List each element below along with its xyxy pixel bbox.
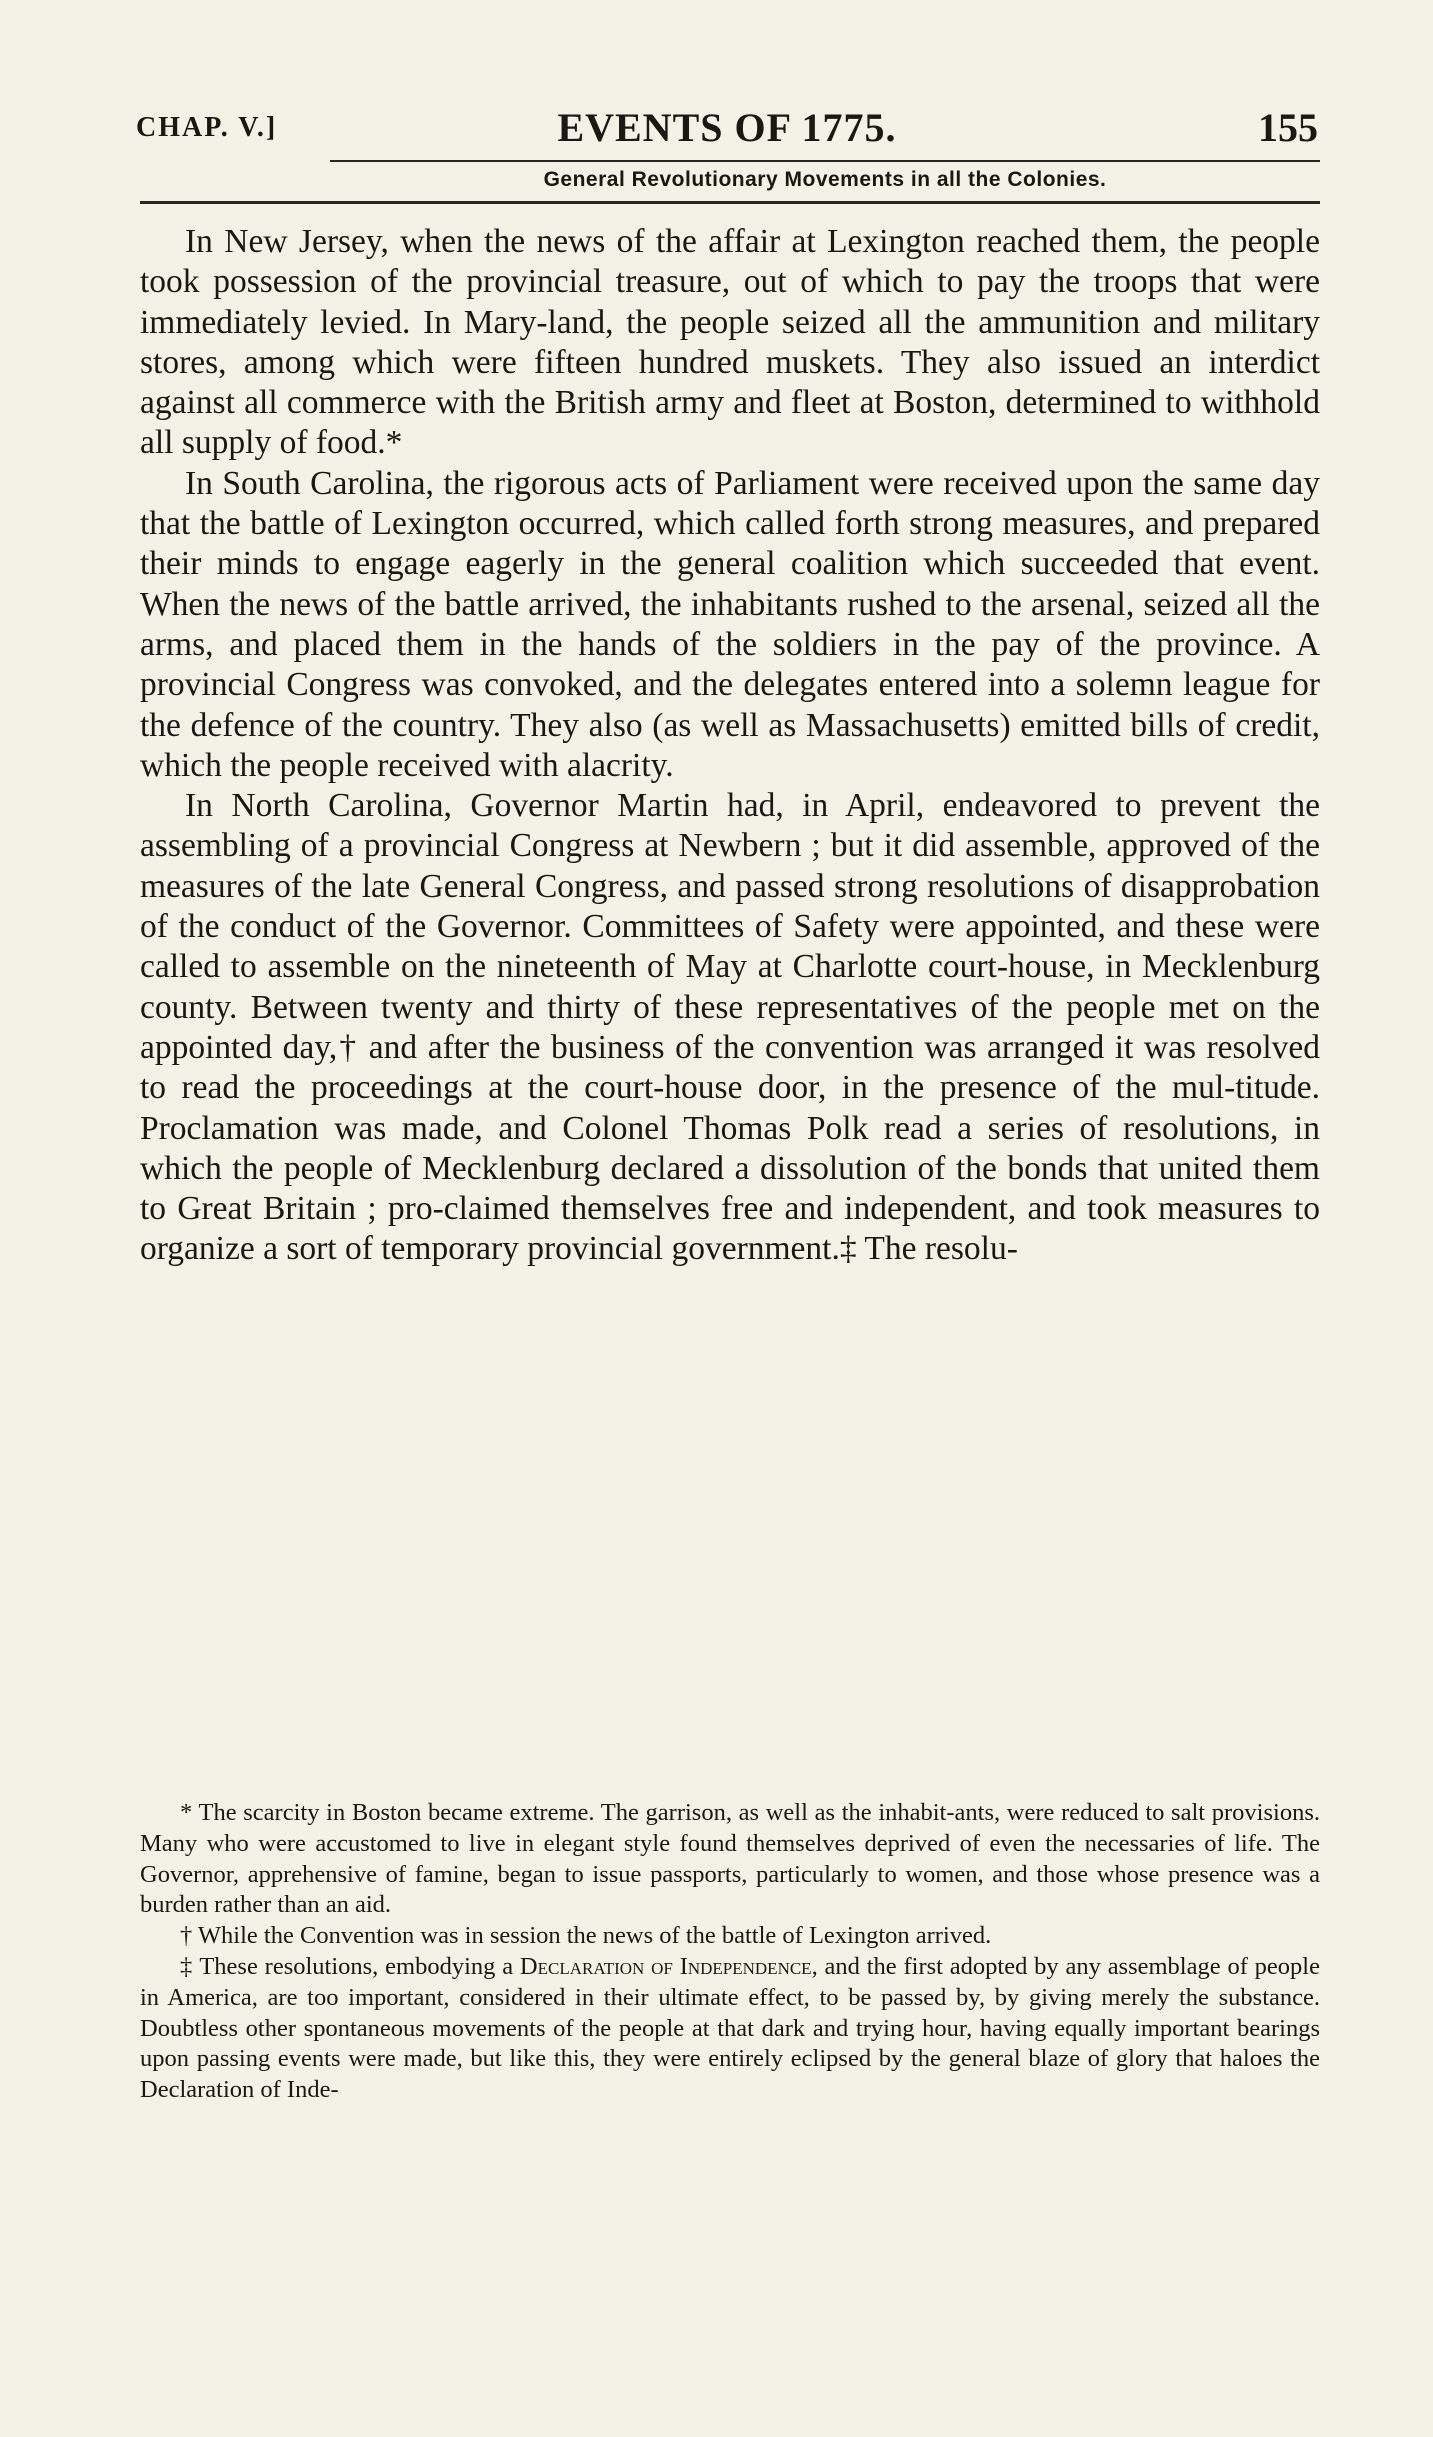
footnote-text-continued: , and the first adopted by any assemblage of people in America, are too important, considered in their ultimate effect, to be passed by, by giving merely the substance. Doubtless other spontaneous movements of the people at that dark and trying hour, having equally important bearings upon passing events were made, but like this, they were entirely eclipsed by the general blaze of glory that haloes the Declaration of Inde- bbox=[140, 1952, 1320, 2104]
footnote-text: ‡ These resolutions, embodying a bbox=[180, 1952, 520, 1980]
header-rule-top bbox=[330, 160, 1320, 162]
running-head bbox=[136, 102, 1318, 154]
declaration-small-caps: Declaration of Independence bbox=[519, 1952, 812, 1980]
paragraph-north-carolina: In North Carolina, Governor Martin had, in April, endeavored to prevent the assembling of a provincial Congress at Newbern ; but it did assemble, approved of the measures of the late General Congress, and passed strong resolutions of disapprobation of the conduct of the Governor. Committees of Safety were appointed, and these were called to assemble on the nineteenth of May at Charlotte court-house, in Mecklenburg county. Between twenty and thirty of these representatives of the people met on the appointed day,† and after the business of the convention was arranged it was resolved to read the proceedings at the court-house door, in the presence of the mul-titude. Proclamation was made, and Colonel Thomas Polk read a series of resolutions, in which the people of Mecklenburg declared a dissolution of the bonds that united them to Great Britain ; pro-claimed themselves free and independent, and took measures to organize a sort of temporary provincial government.‡ The resolu- bbox=[140, 787, 1320, 1268]
paragraph-south-carolina: In South Carolina, the rigorous acts of Parliament were received upon the same day that the battle of Lexington occurred, which called forth strong measures, and prepared their minds to engage eagerly in the general coalition which succeeded that event. When the news of the battle arrived, the inhabitants rushed to the arsenal, seized all the arms, and placed them in the hands of the soldiers in the pay of the province. A provincial Congress was convoked, and the delegates entered into a solemn league for the defence of the country. They also (as well as Massachusetts) emitted bills of credit, which the people received with alacrity. bbox=[140, 464, 1320, 784]
body-text bbox=[140, 222, 1320, 1270]
chapter-label: CHAP. V.] bbox=[136, 112, 278, 143]
section-subheading: General Revolutionary Movements in all the Colonies. bbox=[543, 168, 1107, 191]
header-rule-bottom bbox=[140, 201, 1320, 204]
paragraph-new-jersey: In New Jersey, when the news of the affair at Lexington reached them, the people took possession of the provincial treasure, out of which to pay the troops that were immediately levied. In Mary-land, the people seized all the ammunition and military stores, among which were fifteen hundred muskets. They also issued an interdict against all commerce with the British army and fleet at Boston, determined to withhold all supply of food.* bbox=[140, 223, 1320, 462]
footnote-double-dagger bbox=[140, 1952, 1320, 2106]
footnote-asterisk: * The scarcity in Boston became extreme. The garrison, as well as the inhabit-ants, were reduced to salt provisions. Many who were accustomed to live in elegant style found themselves deprived of even the necessaries of life. The Governor, apprehensive of famine, began to issue passports, particularly to women, and those whose presence was a burden rather than an aid. bbox=[140, 1799, 1320, 1919]
footnote-dagger: † While the Convention was in session the news of the battle of Lexington arrived. bbox=[180, 1922, 992, 1950]
page-number: 155 bbox=[1258, 105, 1318, 150]
page-title: EVENTS OF 1775. bbox=[557, 105, 897, 150]
footnotes bbox=[140, 1798, 1320, 2106]
